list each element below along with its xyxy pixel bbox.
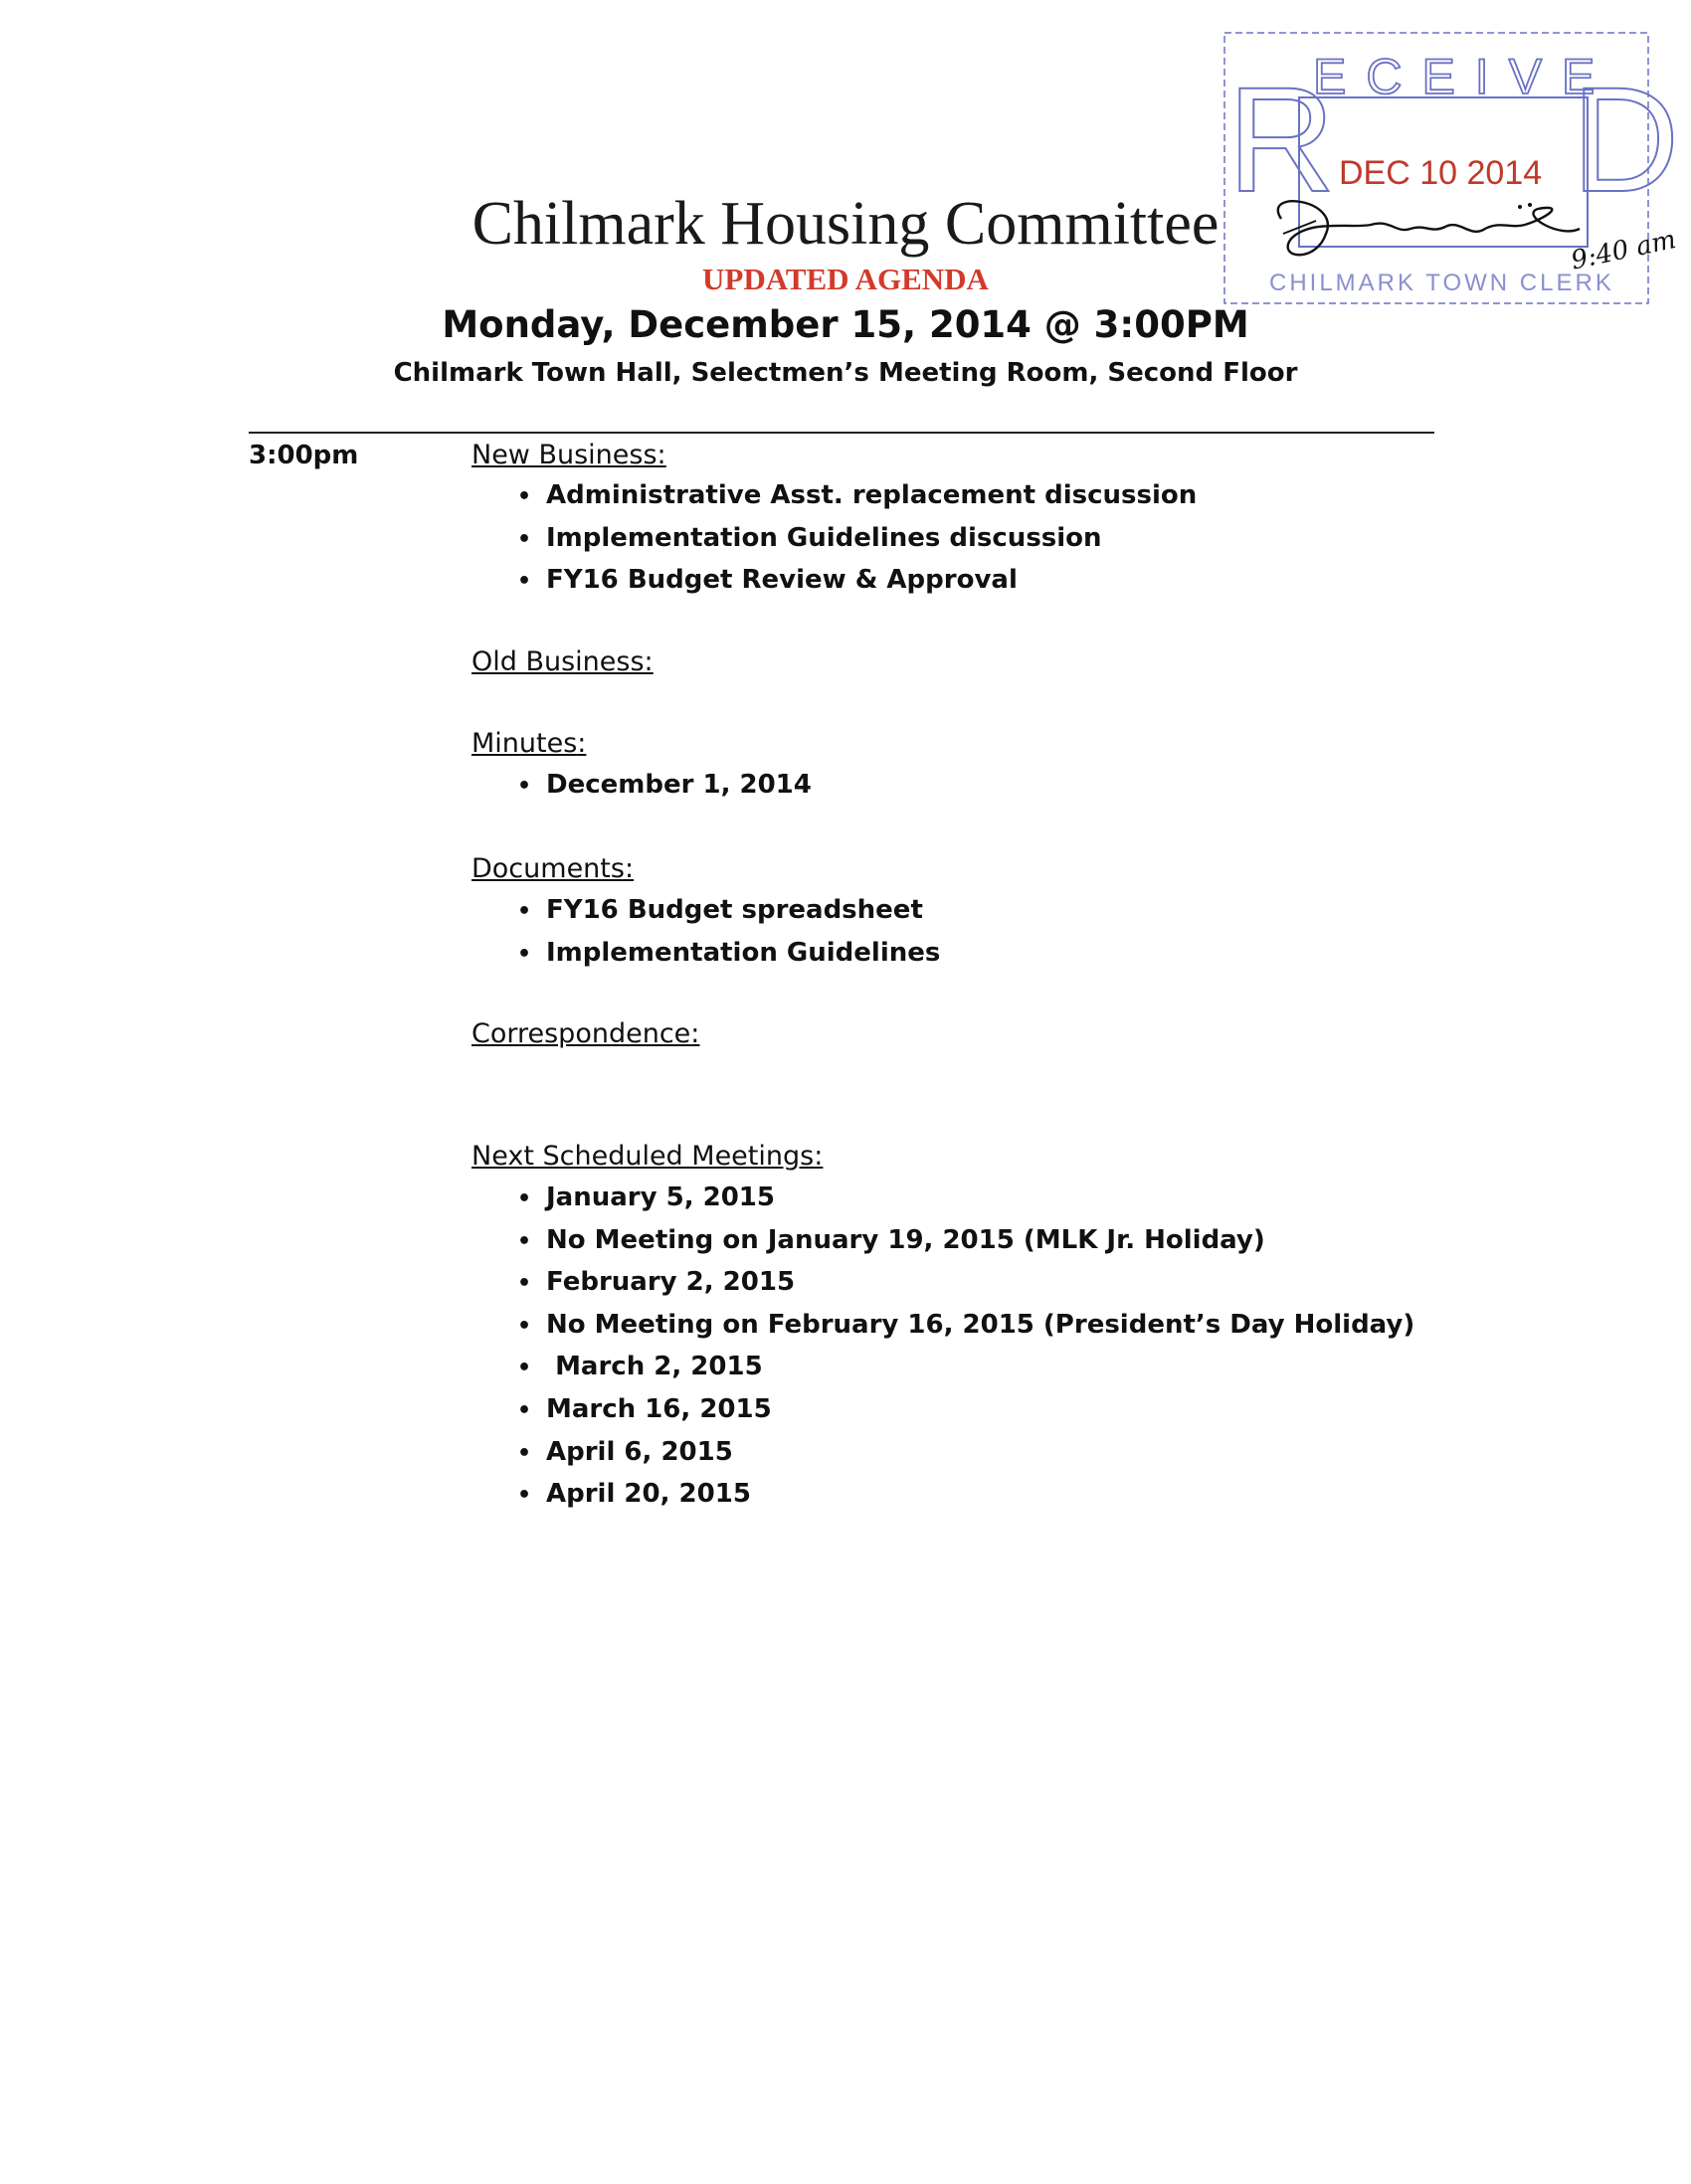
section-heading-correspondence: Correspondence: [471, 1018, 700, 1049]
agenda-subtitle: UPDATED AGENDA [702, 262, 989, 296]
section-heading-new-business: New Business: [471, 440, 666, 470]
stamp-eceive-letters: ECEIVE [1313, 49, 1615, 104]
list-item: • April 6, 2015 [517, 1436, 733, 1467]
stamp-date: DEC 10 2014 [1339, 154, 1543, 192]
list-item: • April 20, 2015 [517, 1479, 751, 1510]
list-item: • March 2, 2015 [517, 1352, 763, 1382]
list-item: • No Meeting on February 16, 2015 (President’s Day Holiday) [517, 1309, 1415, 1340]
new-business-list [517, 474, 1197, 602]
list-item: • FY16 Budget Review & Approval [517, 565, 1018, 596]
meeting-datetime: Monday, December 15, 2014 @ 3:00PM [442, 303, 1249, 346]
list-item: • Implementation Guidelines [517, 937, 941, 968]
list-item: • February 2, 2015 [517, 1267, 796, 1298]
list-item: • March 16, 2015 [517, 1393, 772, 1424]
list-item: • FY16 Budget spreadsheet [517, 895, 923, 925]
list-item: • Administrative Asst. replacement discussion [517, 480, 1198, 510]
next-meetings-list [517, 1177, 1414, 1516]
documents-list [517, 889, 940, 974]
list-item: • No Meeting on January 19, 2015 (MLK Jr. Holiday) [517, 1224, 1265, 1255]
meeting-location: Chilmark Town Hall, Selectmen’s Meeting Room, Second Floor [393, 358, 1298, 388]
list-item: • Implementation Guidelines discussion [517, 522, 1102, 553]
header-divider [249, 432, 1434, 434]
committee-title: Chilmark Housing Committee [471, 190, 1220, 258]
section-heading-next-meetings: Next Scheduled Meetings: [471, 1141, 824, 1172]
section-heading-minutes: Minutes: [471, 728, 587, 759]
section-heading-documents: Documents: [471, 853, 635, 884]
stamp-d-letter: D [1572, 56, 1680, 223]
agenda-time: 3:00pm [249, 441, 359, 470]
stamp-time-note: 9:40 am [1568, 225, 1679, 276]
list-item: • January 5, 2015 [517, 1183, 775, 1212]
minutes-list [517, 764, 812, 807]
list-item: • December 1, 2014 [517, 770, 812, 800]
section-heading-old-business: Old Business: [471, 646, 654, 677]
stamp-office: CHILMARK TOWN CLERK [1269, 270, 1614, 296]
stamp-r-letter: R [1227, 56, 1336, 223]
